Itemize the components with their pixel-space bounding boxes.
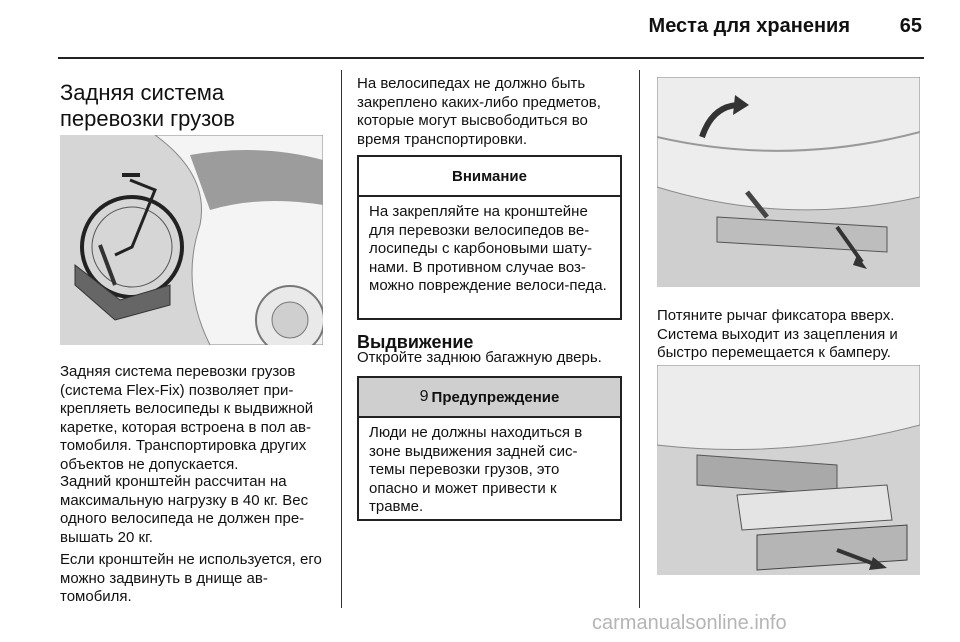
bike-carrier-photo (60, 135, 323, 345)
paragraph: Если кронштейн не используется, его можно задвинуть в днище ав-томобиля. (60, 551, 322, 605)
caution-box (357, 155, 622, 320)
column-divider (341, 70, 342, 608)
caution-title: Внимание (359, 157, 620, 197)
warning-symbol: 9 (419, 388, 429, 405)
car-rear-bike-carrier-photo-icon (60, 135, 323, 345)
watermark: carmanualsonline.info (592, 612, 787, 634)
column-divider (639, 70, 640, 608)
carrier-extended-photo-icon (657, 365, 920, 575)
page-header-title: Места для хранения (648, 15, 850, 37)
carrier-extended-photo (657, 365, 920, 575)
paragraph: Откройте заднюю багажную дверь. (357, 349, 602, 366)
header-rule (58, 57, 924, 59)
photo-caption: Потяните рычаг фиксатора вверх. Система выходит из зацепления и быстро перемещается к бамперу. (657, 307, 898, 361)
warning-header (359, 378, 620, 418)
warning-box (357, 376, 622, 521)
caution-text: На закрепляйте на кронштейне для перевозки велосипедов ве-лосипеды с карбоновыми шату-нами. В противном случае воз-можно повреждение велоси-педа. (369, 203, 607, 294)
subsection-heading: Выдвижение (357, 332, 474, 352)
warning-text: Люди не должны находиться в зоне выдвижения задней сис-темы перевозки грузов, это опасно и может привести к травме. (369, 424, 583, 515)
page-number: 65 (899, 15, 922, 37)
paragraph: Задняя система перевозки грузов (система Flex-Fix) позволяет при-крепляеть велосипеды к выдвижной каретке, которая встроена в пол ав-томобиля. Транспортировка других объектов не допускается. (60, 363, 314, 473)
section-heading: Задняя система перевозки грузов (60, 80, 235, 131)
paragraph: Задний кронштейн рассчитан на максимальную нагрузку в 40 кг. Вес одного велосипеда не должен пре-вышать 20 кг. (60, 473, 309, 546)
paragraph: На велосипедах не должно быть закреплено каких-либо предметов, которые могут высвободиться во время транспортировки. (357, 75, 601, 148)
bumper-lever-photo-icon (657, 77, 920, 287)
bumper-lever-photo (657, 77, 920, 287)
warning-title: Предупреждение (431, 388, 560, 406)
